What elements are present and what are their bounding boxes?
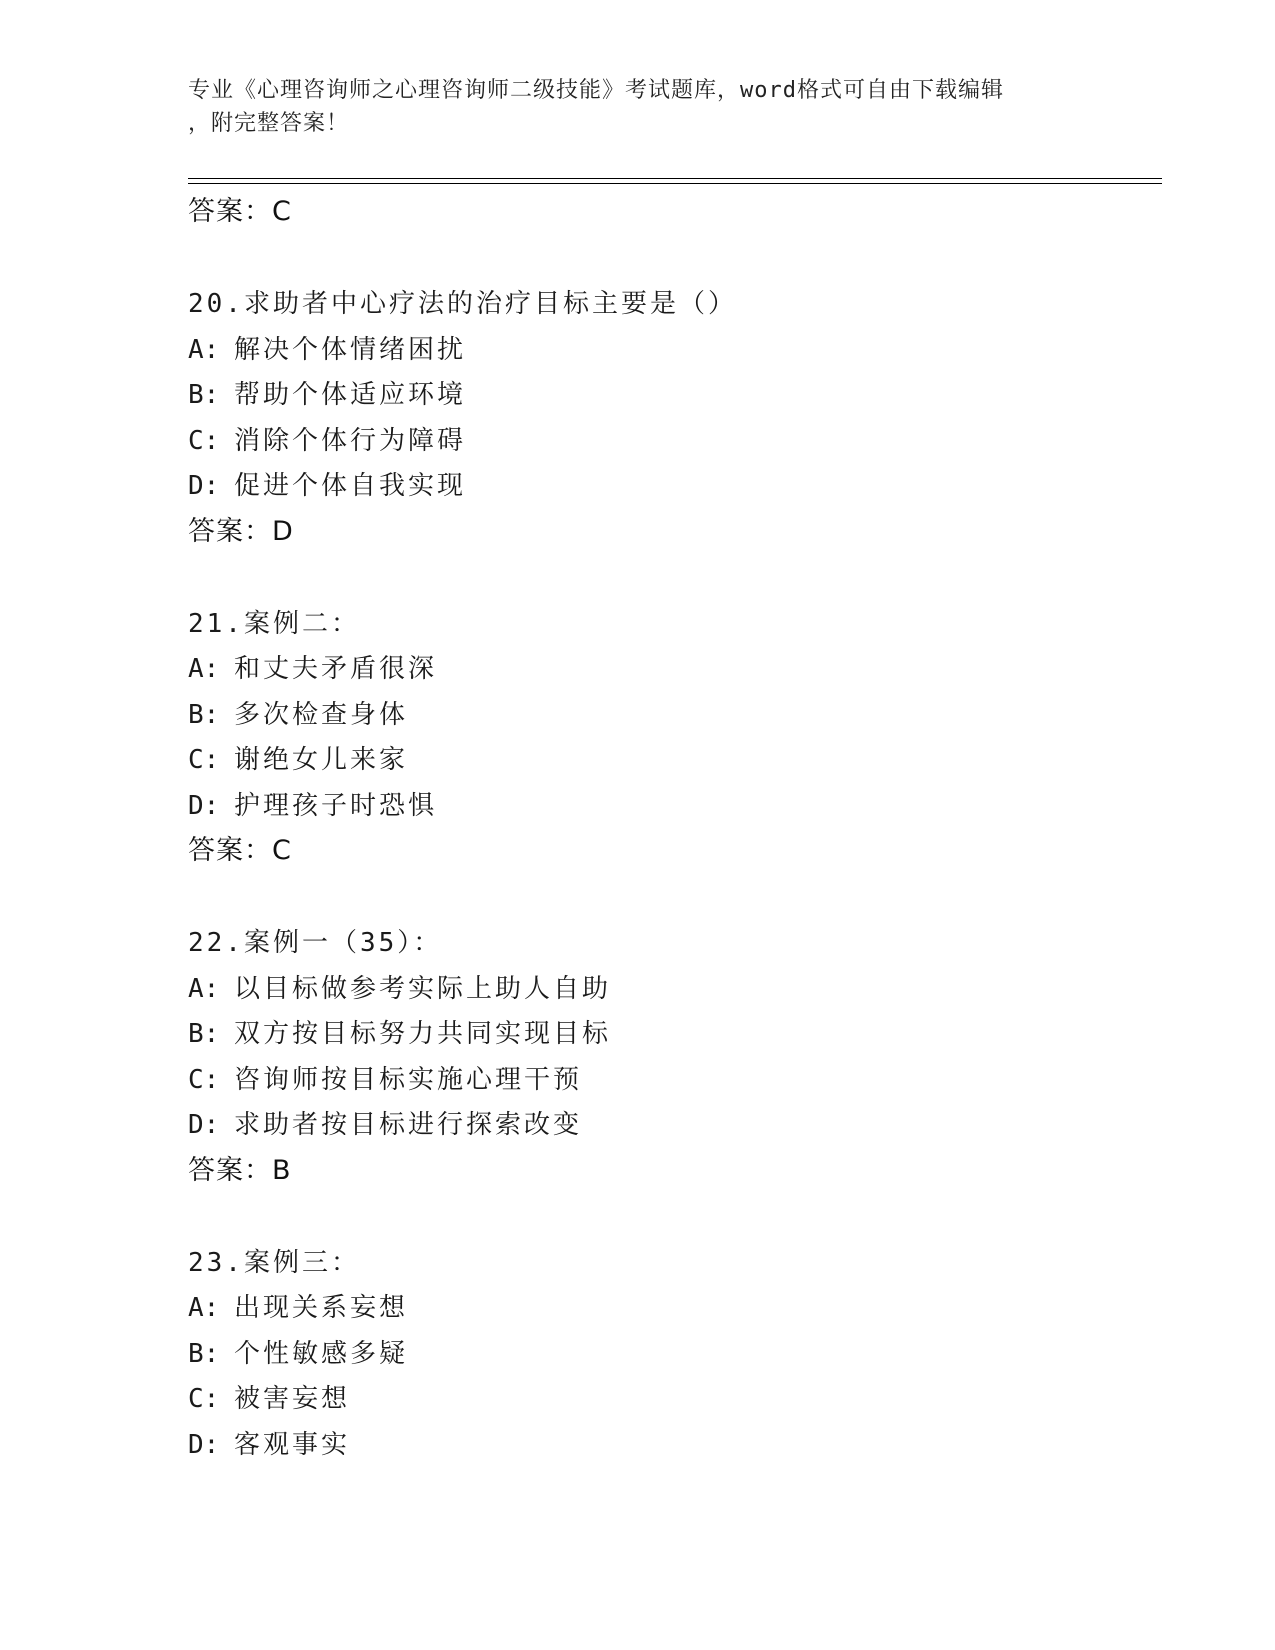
question-list: [188, 190, 1148, 1468]
option-b: [188, 693, 1148, 739]
option-text: 出现关系妄想: [234, 1293, 409, 1323]
option-text: 促进个体自我实现: [234, 471, 467, 501]
option-text: 帮助个体适应环境: [234, 380, 467, 410]
option-text: 求助者按目标进行探索改变: [234, 1110, 583, 1140]
option-c: [188, 419, 1148, 465]
option-letter: D:: [188, 1429, 220, 1460]
option-letter: A:: [188, 973, 220, 1004]
option-text: 护理孩子时恐惧: [234, 790, 438, 821]
option-text: 多次检查身体: [234, 699, 409, 730]
header-divider-top: [188, 178, 1162, 179]
option-letter: D:: [188, 790, 220, 821]
spacer: [188, 554, 1148, 602]
answer-line: 答案：D: [188, 515, 294, 547]
option-letter: C:: [188, 1384, 220, 1414]
option-d: [188, 1103, 1148, 1149]
question-stem: 23.案例三：: [188, 1247, 360, 1278]
option-text: 和丈夫矛盾很深: [234, 654, 438, 684]
question-block: [188, 602, 1148, 874]
option-b: [188, 373, 1148, 419]
option-letter: C:: [188, 425, 220, 456]
option-text: 消除个体行为障碍: [234, 425, 467, 456]
option-text: 客观事实: [234, 1429, 351, 1460]
option-letter: B:: [188, 699, 220, 730]
option-text: 双方按目标努力共同实现目标: [234, 1019, 612, 1049]
option-letter: B:: [188, 1019, 220, 1049]
option-b: [188, 1012, 1148, 1058]
question-stem: 21.案例二：: [188, 608, 360, 639]
option-text: 谢绝女儿来家: [234, 745, 409, 775]
option-text: 被害妄想: [234, 1384, 351, 1414]
option-b: [188, 1332, 1148, 1378]
option-text: 咨询师按目标实施心理干预: [234, 1064, 583, 1095]
option-letter: A:: [188, 654, 220, 684]
option-letter: A:: [188, 334, 220, 365]
option-text: 以目标做参考实际上助人自助: [234, 973, 612, 1004]
option-letter: B:: [188, 380, 220, 410]
option-letter: C:: [188, 1064, 220, 1095]
option-letter: A:: [188, 1293, 220, 1323]
header-line-2: ，附完整答案！: [188, 111, 350, 136]
previous-answer: 答案：C: [188, 196, 292, 227]
spacer: [188, 234, 1148, 282]
header-divider-bottom: [188, 183, 1162, 184]
spacer: [188, 873, 1148, 921]
option-a: [188, 967, 1148, 1013]
question-block: [188, 1241, 1148, 1469]
spacer: [188, 1193, 1148, 1241]
option-a: [188, 1286, 1148, 1332]
question-stem: 22.案例一（35）：: [188, 928, 443, 958]
question-block: [188, 282, 1148, 554]
option-letter: D:: [188, 471, 220, 501]
header-line-1: 专业《心理咨询师之心理咨询师二级技能》考试题库，word格式可自由下载编辑: [188, 78, 1004, 103]
answer-line: 答案：C: [188, 835, 292, 866]
option-letter: D:: [188, 1110, 220, 1140]
option-d: [188, 784, 1148, 830]
option-d: [188, 1423, 1148, 1469]
option-c: [188, 1058, 1148, 1104]
option-a: [188, 647, 1148, 693]
option-c: [188, 1377, 1148, 1423]
option-d: [188, 464, 1148, 510]
option-letter: C:: [188, 745, 220, 775]
question-stem: 20.求助者中心疗法的治疗目标主要是（）: [188, 289, 737, 319]
answer-line: 答案：B: [188, 1154, 292, 1186]
option-a: [188, 328, 1148, 374]
page-header: [188, 74, 1088, 140]
option-letter: B:: [188, 1338, 220, 1369]
option-text: 个性敏感多疑: [234, 1338, 409, 1369]
question-block: [188, 921, 1148, 1193]
option-text: 解决个体情绪困扰: [234, 334, 467, 365]
option-c: [188, 738, 1148, 784]
